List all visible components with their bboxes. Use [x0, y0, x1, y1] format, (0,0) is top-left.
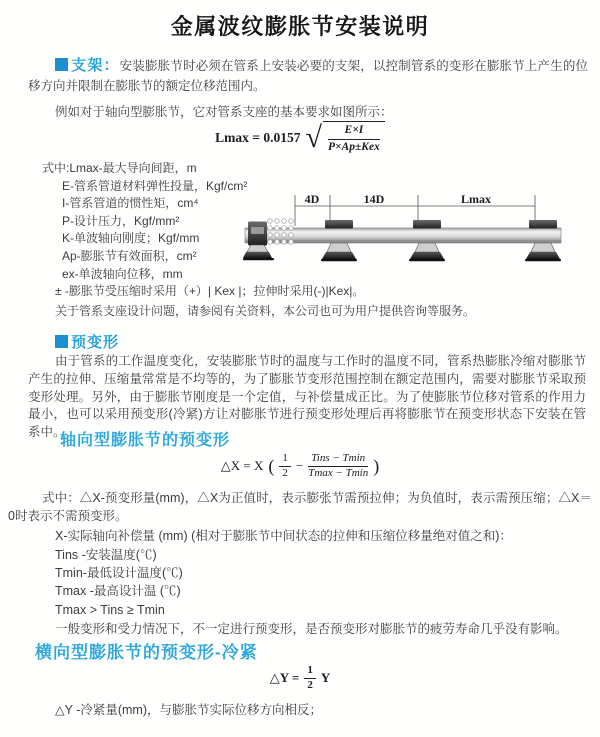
dimension-label-lmax: Lmax — [461, 192, 491, 206]
example-line: 例如对于轴向型膨胀节，它对管系支座的基本要求如图所示： — [55, 105, 393, 119]
dimension-label-4d: 4D — [304, 192, 320, 206]
sign-note: ± -膨胀节受压缩时采用（+）| Kex |；拉伸时采用(-)|Kex|。 — [55, 284, 365, 299]
general-note: 一般变形和受力情况下，不一定进行预变形，是否预变形对膨胀节的疲劳寿命几乎没有影响。 — [55, 622, 568, 636]
formula-dx-temp-fraction — [308, 452, 368, 481]
predeform-paragraph: 由于管系的工作温度变化，安装膨胀节时的温度与工作时的温度不同，管系热膨胀冷缩对膨胀节产生的拉伸、压缩量常常是不均等的，为了膨胀节变形范围控制在额定范围内，需要对膨胀节采取预变形处理。另外，由于膨胀节刚度是一个定值，与补偿量成正比。为了使膨胀节位移对管系的作用力最小，也可以采用预变形(冷紧)方让对膨胀节进行预变形处理后再将膨胀节在预变形状态下安装在管系中。 — [28, 354, 586, 440]
formula-dy-rhs: Y — [320, 670, 331, 686]
dimension-label-14d: 14D — [363, 192, 385, 206]
definition-item: Ap-膨胀节有效面积，cm² — [62, 248, 197, 263]
formula-dx-lhs: △X = X — [220, 458, 264, 474]
formula-lmax-numerator: E×I — [328, 123, 380, 140]
section-heading-support: 支架： — [71, 57, 120, 74]
temp-line: Tins -安装温度(℃) — [55, 548, 157, 562]
formula-delta-x — [0, 452, 600, 481]
temp-line: Tmax -最高设计温 (℃) — [55, 584, 181, 599]
cold-tighten-note: △Y -冷紧量(mm)，与膨胀节实际位移方向相反； — [55, 703, 323, 717]
page-title: 金属波纹膨胀节安装说明 — [170, 14, 430, 39]
definition-item: E-管系管道材料弹性投量，Kgf/cm² — [62, 178, 248, 193]
temp-denominator: Tmax − Tmin — [308, 466, 369, 479]
subheading-axial: 轴向型膨胀节的预变形 — [60, 432, 231, 449]
formula-lmax-lhs: Lmax = 0.0157 — [215, 129, 301, 145]
formula-lmax-fraction — [323, 121, 385, 155]
definition-item: P-设计压力，Kgf/mm² — [62, 213, 180, 228]
half-denominator: 2 — [282, 466, 288, 479]
definition-item: I-管系管道的惯性矩，cm⁴ — [62, 196, 199, 211]
subheading-lateral: 横向型膨胀节的预变形-冷紧 — [35, 643, 258, 662]
left-paren: ( — [268, 455, 275, 476]
section-marker-icon — [55, 335, 68, 348]
formula-dx-half-fraction — [279, 452, 291, 481]
formula-dy-half-fraction — [304, 664, 316, 693]
formula-lmax — [0, 121, 600, 155]
section-heading-predeform — [55, 331, 119, 352]
definition-item: K-单波轴向刚度；Kgf/mm — [62, 231, 200, 246]
temperature-definitions — [55, 546, 183, 619]
formula-dx-note: 式中：△X-预变形量(mm)，△X为正值时，表示膨张节需预拉伸；为负值时，表示需预压缩；△X＝0时表示不需预变形。 — [8, 491, 592, 523]
right-paren: ) — [373, 455, 380, 476]
definitions-intro: 式中:Lmax-最大导向间距，m — [42, 161, 197, 175]
consult-note: 关于管系支座设计问题，请参阅有关资料，本公司也可为用户提供咨询等服务。 — [55, 303, 476, 318]
predeform-label: 预变形 — [71, 334, 120, 351]
formula-lmax-denominator: P×Ap±Kex — [327, 140, 380, 153]
formula-delta-y — [0, 664, 600, 693]
support-paragraph — [28, 56, 588, 96]
dy-denominator: 2 — [307, 678, 313, 691]
pipe-support-diagram — [243, 190, 599, 290]
minus-sign: − — [295, 458, 304, 474]
x-definition-note: X-实际轴向补偿量 (mm) (相对于膨胀节中间状态的拉伸和压缩位移量绝对值之和)： — [55, 529, 512, 543]
definition-item: ex-单波轴向位移，mm — [62, 266, 183, 281]
support-intro-text: 安装膨胀节时必须在管系上安装必要的支架，以控制管系的变形在膨胀节上产生的位移方向并限制在膨胀节的额定位移范围内。 — [28, 59, 588, 93]
section-marker-icon — [55, 58, 68, 71]
temp-numerator: Tins − Tmin — [308, 452, 368, 467]
temp-line: Tmin-最低设计温度(℃) — [55, 566, 183, 581]
dy-numerator: 1 — [304, 664, 316, 679]
formula-dy-lhs: △Y = — [269, 670, 300, 686]
radical-icon: √ — [305, 121, 322, 155]
temp-line: Tmax > Tins ≥ Tmin — [55, 602, 165, 617]
half-numerator: 1 — [279, 452, 291, 467]
